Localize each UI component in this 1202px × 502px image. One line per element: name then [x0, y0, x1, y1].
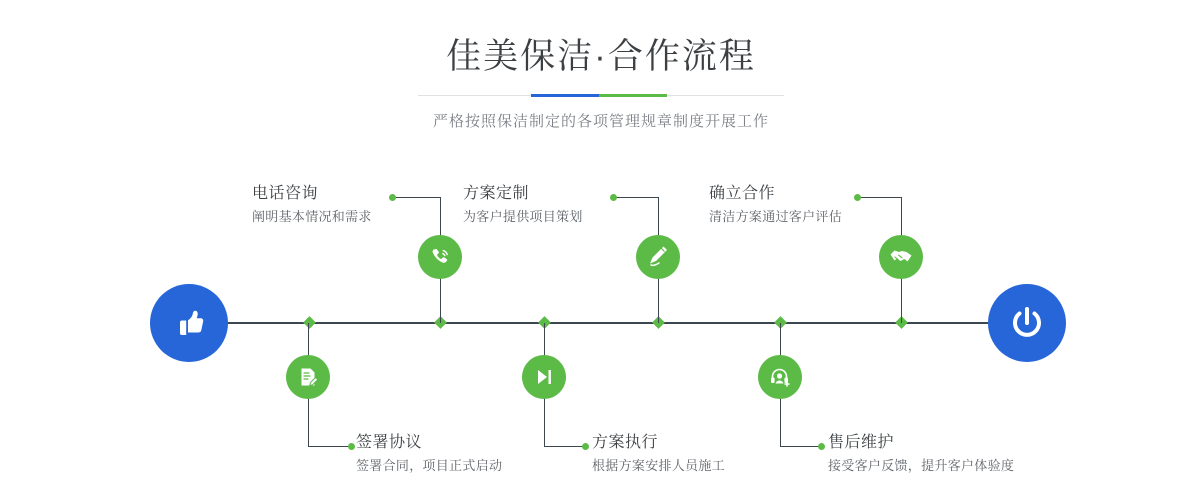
step-desc: 为客户提供项目策划 [463, 209, 583, 224]
timeline-end-node [988, 284, 1066, 362]
step-connector [308, 446, 352, 447]
step-title: 售后维护 [828, 434, 895, 451]
play-forward-icon [532, 365, 556, 389]
step-desc: 接受客户反馈，提升客户体验度 [828, 458, 1015, 473]
page-header [0, 34, 1202, 131]
step-connector-dot [854, 194, 861, 201]
step-connector-dot [582, 443, 589, 450]
step-title: 方案定制 [463, 185, 530, 202]
step-desc: 阐明基本情况和需求 [252, 209, 372, 224]
step-label-2 [356, 432, 502, 476]
step-desc: 签署合同，项目正式启动 [356, 458, 503, 473]
axis-marker [303, 316, 316, 329]
step-icon-4 [522, 355, 566, 399]
page-title: 佳美保洁·合作流程 [446, 37, 756, 76]
divider-accent-green [599, 94, 667, 97]
divider-accent-blue [531, 94, 599, 97]
step-label-1 [252, 183, 372, 227]
timeline-start-node [150, 284, 228, 362]
step-icon-1 [418, 235, 462, 279]
step-desc: 根据方案安排人员施工 [592, 458, 726, 473]
step-title: 电话咨询 [252, 185, 319, 202]
step-title: 签署协议 [356, 434, 423, 451]
step-connector-dot [818, 443, 825, 450]
step-label-3 [463, 183, 583, 227]
timeline-axis [150, 322, 1050, 324]
step-connector [393, 197, 440, 198]
step-label-4 [592, 432, 725, 476]
step-icon-3 [636, 235, 680, 279]
page-subtitle: 严格按照保洁制定的各项管理规章制度开展工作 [432, 113, 769, 130]
step-title: 方案执行 [592, 434, 659, 451]
step-desc: 清洁方案通过客户评估 [709, 209, 843, 224]
step-title: 确立合作 [709, 185, 776, 202]
step-connector [614, 197, 658, 198]
pen-ruler-icon [646, 245, 670, 269]
power-icon [1006, 302, 1048, 344]
title-divider [418, 94, 784, 97]
step-connector [780, 446, 822, 447]
step-label-5 [709, 183, 842, 227]
phone-call-icon [428, 245, 452, 269]
headset-support-icon [768, 365, 792, 389]
step-icon-6 [758, 355, 802, 399]
step-connector-dot [348, 443, 355, 450]
step-connector-dot [610, 194, 617, 201]
step-icon-5 [879, 235, 923, 279]
step-icon-2 [286, 355, 330, 399]
step-connector-dot [389, 194, 396, 201]
thumbs-up-icon [169, 303, 209, 343]
step-connector [858, 197, 901, 198]
step-label-6 [828, 432, 1014, 476]
process-timeline [0, 155, 1202, 502]
step-connector [544, 446, 586, 447]
handshake-icon [888, 244, 914, 270]
contract-edit-icon [296, 365, 320, 389]
